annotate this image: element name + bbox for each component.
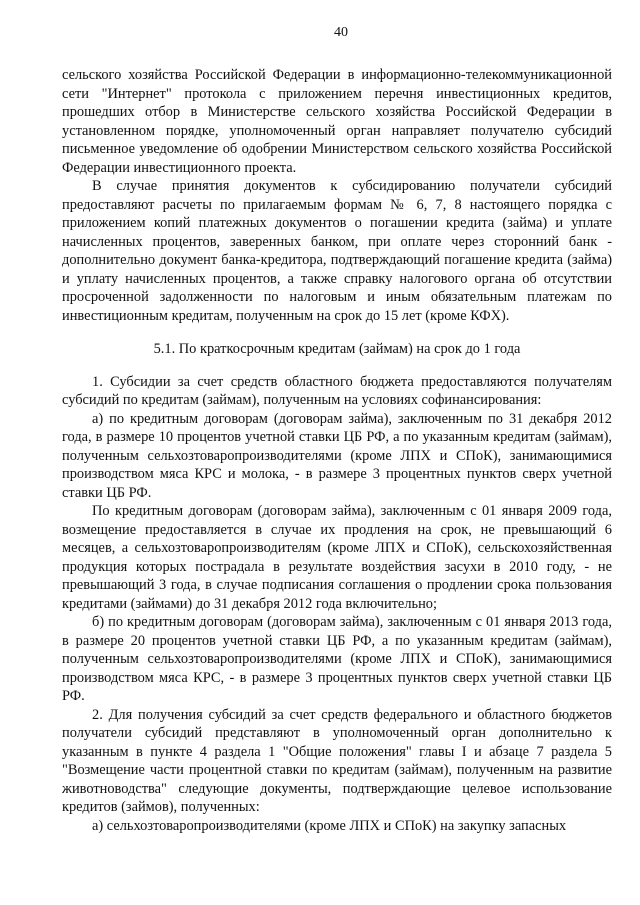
paragraph-continuation: сельского хозяйства Российской Федерации в информационно-телекоммуникационной сети "Интернет" протокола с приложением перечня инвестиционных кредитов, прошедших отбор в Министерстве сельского хозяйства Российской Федерации в установленном порядке, уполномоченный орган направляет получателю субсидий письменное уведомление об одобрении Министерством сельского хозяйства Российской Федерации инвестиционного проекта.	[62, 67, 612, 176]
paragraph-extension-2009: По кредитным договорам (договорам займа), заключенным с 01 января 2009 года, возмещение предоставляется в случае их продления на срок, не превышающий 6 месяцев, а сельхозтоваропроизводителям (кроме ЛПХ и СПоК), сельскохозяйственная продукция которых пострадала в результате воздействия засухи в 2010 году, - не превышающий 3 года, в случае подписания соглашения о продлении срока пользования кредитами (займами) до 31 декабря 2012 года включительно;	[62, 503, 612, 612]
paragraph-item-1: 1. Субсидии за счет средств областного бюджета предоставляются получателям субсидий по кредитам (займам), полученным на условиях софинансирования:	[62, 373, 612, 408]
paragraph-item-2: 2. Для получения субсидий за счет средств федерального и областного бюджетов получатели субсидий представляют в уполномоченный орган дополнительно к указанным в пункте 4 раздела 1 "Общие положения" главы I и абзаце 7 раздела 5 "Возмещение части процентной ставки по кредитам (займам), полученным на развитие животноводства" следующие документы, подтверждающие целевое использование кредитов (займов), полученных:	[62, 706, 612, 815]
section-heading: 5.1. По краткосрочным кредитам (займам) на срок до 1 года	[153, 341, 521, 357]
paragraph-item-1a: а) по кредитным договорам (договорам займа), заключенным по 31 декабря 2012 года, в размере 10 процентов учетной ставки ЦБ РФ, а по указанным кредитам (займам), полученным сельхозтоваропроизводителями (кроме ЛПХ и СПоК), занимающимися производством мяса КРС и молока, - в размере 3 процентных пунктов сверх учетной ставки ЦБ РФ.	[62, 410, 612, 501]
paragraph-item-1b: б) по кредитным договорам (договорам займа), заключенным с 01 января 2013 года, в размере 20 процентов учетной ставки ЦБ РФ, а по указанным кредитам (займам), полученным сельхозтоваропроизводителями (кроме ЛПХ и СПоК), занимающимися производством мяса КРС, - в размере 3 процентных пунктов сверх учетной ставки ЦБ РФ.	[62, 614, 612, 704]
paragraph-subsidy-documents: В случае принятия документов к субсидированию получатели субсидий предоставляют расчеты по прилагаемым формам № 6, 7, 8 настоящего порядка с приложением копий платежных документов о погашении кредита (займа) и уплате начисленных процентов, заверенных банком, при оплате через сторонний банк - дополнительно документ банка-кредитора, подтверждающий погашение кредита (займа) и уплату начисленных процентов, а также справку налогового органа об отсутствии просроченной задолженности по налоговым и иным обязательным платежам по инвестиционным кредитам, полученным на срок до 15 лет (кроме КФХ).	[62, 178, 612, 324]
page-number: 40	[334, 25, 348, 40]
paragraph-item-2a: а) сельхозтоваропроизводителями (кроме ЛПХ и СПоК) на закупку запасных	[92, 817, 567, 834]
